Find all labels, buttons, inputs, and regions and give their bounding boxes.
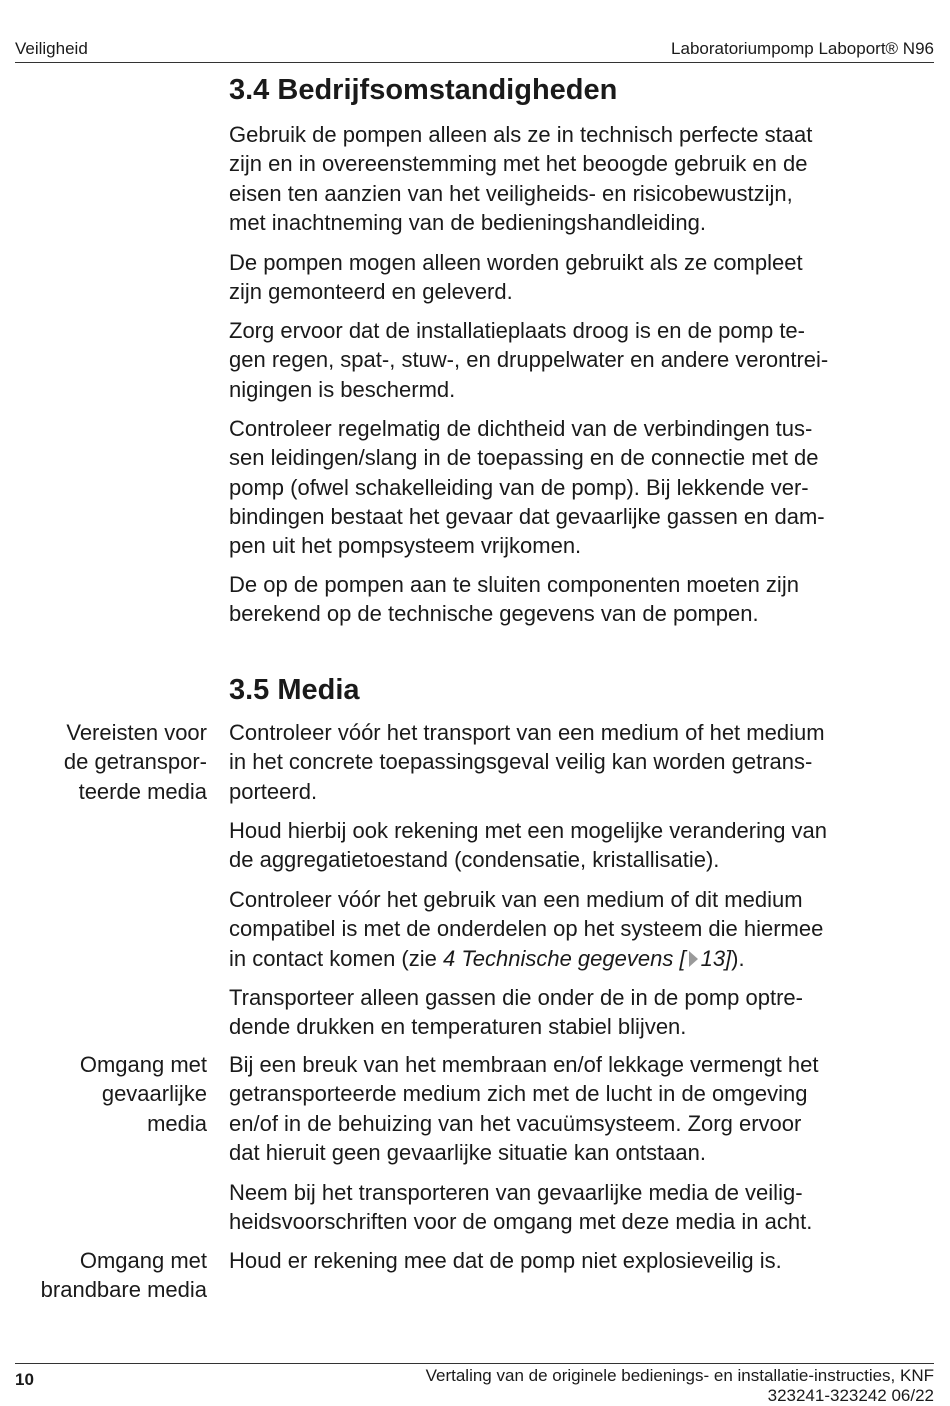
paragraph: Bij een breuk van het membraan en/of lekkage vermengt het getransporteerde medium zich met de lucht in de omgeving en/of in de behuizing van het vacuümsysteem. Zorg ervoor dat hieruit geen gevaarlijke situatie kan ontstaan. [229,1052,819,1165]
paragraph: Houd hierbij ook rekening met een mogelijke verandering van de aggregatietoestand (condensatie, kristallisatie). [229,818,828,873]
page-number: 10 [15,1370,34,1389]
page-header [15,38,934,63]
page-footer [15,1363,934,1406]
compat-text: Controleer vóór het gebruik van een medium of dit medium compatibel is met de onderdelen op het systeem die hiermee in contact komen (zie [229,887,824,971]
paragraph: Neem bij het transporteren van gevaarlijke media de veilig- heidsvoorschriften voor de omgang met deze media in acht. [229,1180,813,1235]
footer-doc-info: Vertaling van de originele bedienings- en installatie-instructies, KNF 323241-323242 06/22 [425,1366,934,1405]
paragraph: Controleer vóór het transport van een medium of het medium in het concrete toepassingsgeval veilig kan worden getrans- porteerd. [229,720,825,804]
header-product: Laboratoriumpomp Laboport® N96 [671,39,934,58]
side-label-flammable-media: Omgang met brandbare media [40,1248,207,1303]
section-3-4-title: 3.4 Bedrijfsomstandigheden [229,74,618,106]
side-label-hazardous-media: Omgang met gevaarlijke media [79,1052,207,1136]
paragraph: Controleer regelmatig de dichtheid van de verbindingen tus- sen leidingen/slang in de toepassing en de connectie met de pomp (ofwel schakelleiding van de pomp). Bij lekkende ver- bindingen bestaat het gevaar dat gevaarlijke gassen en dam- pen uit het pompsysteem vrijkomen. [229,416,825,559]
paragraph: De pompen mogen alleen worden gebruikt als ze compleet zijn gemonteerd en geleverd. [229,250,803,305]
section-3-5-title: 3.5 Media [229,674,360,706]
header-section: Veiligheid [15,39,88,58]
compat-tail: ). [731,945,745,971]
paragraph: Transporteer alleen gassen die onder de in de pomp optre- dende drukken en temperaturen stabiel blijven. [229,985,803,1040]
paragraph: Houd er rekening mee dat de pomp niet explosieveilig is. [229,1248,782,1273]
paragraph: De op de pompen aan te sluiten componenten moeten zijn berekend op de technische gegevens van de pompen. [229,572,799,627]
paragraph: Zorg ervoor dat de installatieplaats droog is en de pomp te- gen regen, spat-, stuw-, en druppelwater en andere verontrei- nigingen is beschermd. [229,318,829,402]
side-label-transported-media: Vereisten voor de getranspor- teerde media [63,720,207,804]
cross-reference-page: 13] [700,945,732,971]
paragraph-compatibility [229,885,929,973]
cross-reference-link[interactable] [443,946,731,971]
cross-reference-title: 4 Technische gegevens [ [442,945,686,971]
page-reference-arrow-icon [689,951,698,967]
paragraph: Gebruik de pompen alleen als ze in technisch perfecte staat zijn en in overeenstemming met het beoogde gebruik en de eisen ten aanzien van het veiligheids- en risicobewustzijn, met inachtneming van de bedieningshandleiding. [229,122,813,235]
